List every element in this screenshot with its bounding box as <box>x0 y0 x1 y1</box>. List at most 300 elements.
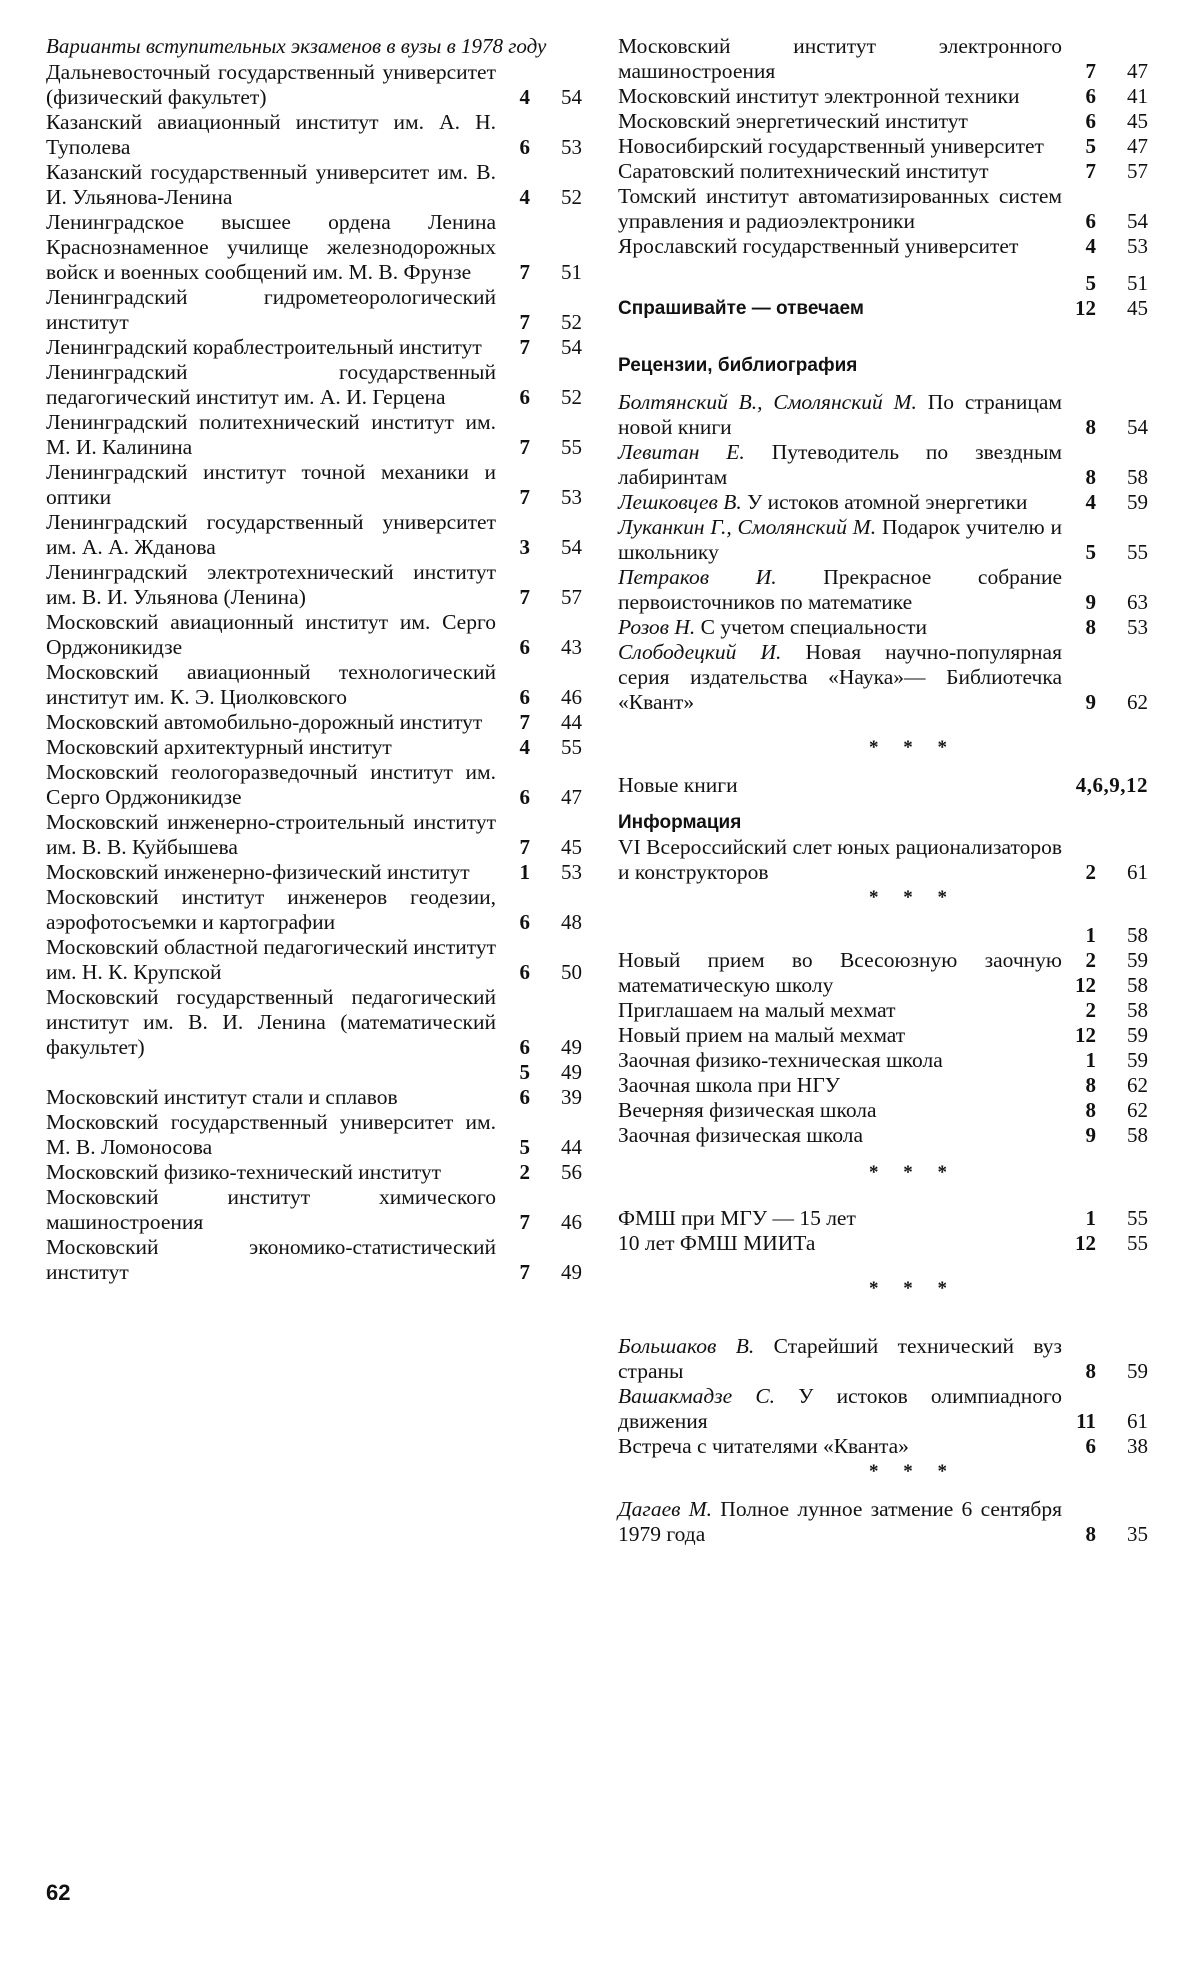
reference <box>1070 490 1148 515</box>
entry-text <box>46 410 504 460</box>
reference <box>504 735 582 760</box>
entry-title: Московский государственный педагогический институт им. В. И. Ленина (математический факультет) <box>46 985 496 1059</box>
new-books-label: Новые книги <box>618 773 738 797</box>
entry-refs <box>1070 84 1148 109</box>
issue-number: 1 <box>1085 923 1096 947</box>
entry-refs <box>504 435 582 460</box>
issue-number: 6 <box>519 385 530 409</box>
page-number-ref: 46 <box>561 685 582 709</box>
entry-text <box>46 885 504 935</box>
page-number-ref: 44 <box>561 710 582 734</box>
entry-text <box>46 985 504 1060</box>
entry-text <box>46 110 504 160</box>
page-number-ref: 58 <box>1127 923 1148 947</box>
index-entry <box>618 1497 1148 1547</box>
entry-text <box>618 1334 1070 1384</box>
index-entry <box>46 710 582 735</box>
issue-number: 6 <box>519 960 530 984</box>
entry-refs <box>1070 1098 1148 1123</box>
reference <box>1070 465 1148 490</box>
reference <box>1070 1206 1148 1231</box>
index-entry <box>46 985 582 1060</box>
entry-text <box>46 360 504 410</box>
page-number-ref: 38 <box>1127 1434 1148 1458</box>
entry-refs <box>1070 209 1148 234</box>
index-entry <box>618 1023 1148 1048</box>
entry-refs <box>504 385 582 410</box>
entry-refs <box>504 910 582 935</box>
page-number-ref: 58 <box>1127 998 1148 1022</box>
index-entry <box>618 109 1148 134</box>
page-number-ref: 44 <box>561 1135 582 1159</box>
page-number-ref: 51 <box>1127 271 1148 295</box>
entry-refs <box>504 710 582 735</box>
index-entry <box>618 640 1148 715</box>
index-entry <box>46 935 582 985</box>
entry-refs <box>504 185 582 210</box>
entry-text <box>618 640 1070 715</box>
issue-number: 8 <box>1085 1073 1096 1097</box>
entry-title: ФМШ при МГУ — 15 лет <box>618 1206 856 1230</box>
entry-title: По страницам новой книги <box>618 390 1063 439</box>
entry-text <box>618 1123 1070 1148</box>
entry-text <box>618 134 1070 159</box>
reference <box>504 335 582 360</box>
issue-number: 6 <box>1085 1434 1096 1458</box>
page-number-ref: 54 <box>1127 415 1148 439</box>
entry-title: Московский институт электронной техники <box>618 84 1020 108</box>
entry-text <box>46 1110 504 1160</box>
page-number-ref: 45 <box>561 835 582 859</box>
entry-title: Московский областной педагогический институт им. Н. К. Крупской <box>46 935 496 984</box>
left-column <box>46 34 582 1285</box>
issue-number: 7 <box>519 585 530 609</box>
page-number-ref: 50 <box>561 960 582 984</box>
page-number-ref: 53 <box>561 485 582 509</box>
index-entry <box>618 1231 1148 1256</box>
history-group <box>618 1334 1148 1459</box>
issue-number: 6 <box>519 685 530 709</box>
reference <box>1070 690 1148 715</box>
entry-text <box>618 565 1070 615</box>
right-vuz-list <box>618 34 1148 259</box>
index-entry <box>46 160 582 210</box>
page-number-ref: 45 <box>1127 296 1148 320</box>
info-heading: Информация <box>618 812 742 833</box>
entry-title: Новый прием на малый мехмат <box>618 1023 906 1047</box>
entry-text <box>618 1384 1070 1434</box>
entry-text <box>618 615 1070 640</box>
page-number: 62 <box>46 1880 71 1905</box>
issue-number: 5 <box>1085 540 1096 564</box>
page-number-ref: 59 <box>1127 490 1148 514</box>
issue-number: 5 <box>519 1060 530 1084</box>
entry-title: Новосибирский государственный университет <box>618 134 1044 158</box>
page-number-ref: 57 <box>561 585 582 609</box>
entry-text <box>46 460 504 510</box>
reference <box>1070 973 1148 998</box>
entry-text <box>618 390 1070 440</box>
index-entry <box>46 885 582 935</box>
entry-refs <box>504 1260 582 1285</box>
separator: * * * <box>869 887 957 908</box>
entry-refs <box>1070 234 1148 259</box>
index-entry <box>46 760 582 810</box>
page-number-ref: 45 <box>1127 109 1148 133</box>
issue-number: 7 <box>519 1260 530 1284</box>
entry-title: Прекрасное собрание первоисточников по математике <box>618 565 1062 614</box>
page-number-ref: 47 <box>1127 134 1148 158</box>
page-number-ref: 55 <box>561 435 582 459</box>
page-number-ref: 59 <box>1127 1048 1148 1072</box>
index-entry <box>618 515 1148 565</box>
reference <box>1070 415 1148 440</box>
entry-refs <box>504 585 582 610</box>
reference <box>504 185 582 210</box>
page-number-ref: 41 <box>1127 84 1148 108</box>
index-entry <box>618 565 1148 615</box>
entry-refs <box>504 1210 582 1235</box>
entry-text <box>618 1497 1070 1547</box>
index-entry <box>46 1060 582 1110</box>
entry-title: Московский авиационный технологический институт им. К. Э. Циолковского <box>46 660 496 709</box>
issue-number: 8 <box>1085 415 1096 439</box>
entry-text <box>46 860 504 885</box>
reference <box>1070 1073 1148 1098</box>
reference <box>504 1260 582 1285</box>
index-entry <box>618 34 1148 84</box>
issue-number: 6 <box>1085 209 1096 233</box>
entry-title: Ленинградский государственный университет им. А. А. Жданова <box>46 510 496 559</box>
entry-title: У истоков атомной энергетики <box>747 490 1028 514</box>
entry-text <box>46 660 504 710</box>
info-group-1 <box>618 835 1148 885</box>
reference <box>1070 615 1148 640</box>
issue-number: 7 <box>519 335 530 359</box>
issue-number: 6 <box>519 1085 530 1109</box>
entry-title: VI Всероссийский слет юных рационализаторов и конструкторов <box>618 835 1062 884</box>
page-number-ref: 62 <box>1127 1098 1148 1122</box>
index-entry <box>46 660 582 710</box>
page-number-ref: 49 <box>561 1060 582 1084</box>
index-entry <box>618 490 1148 515</box>
entry-title: Московский государственный университет им. М. В. Ломоносова <box>46 1110 496 1159</box>
entry-title: Московский автомобильно-дорожный институт <box>46 710 483 734</box>
entry-text <box>46 285 504 335</box>
page-number-ref: 54 <box>1127 209 1148 233</box>
issue-number: 12 <box>1075 1023 1096 1047</box>
entry-refs <box>1070 860 1148 885</box>
entry-title: Московский институт инженеров геодезии, аэрофотосъемки и картографии <box>46 885 496 934</box>
entry-title: Московский экономико-статистический институт <box>46 1235 496 1284</box>
reference <box>1070 540 1148 565</box>
index-entry <box>618 835 1148 885</box>
reference <box>1070 1522 1148 1547</box>
entry-title: Новый прием во Всесоюзную заочную математическую школу <box>618 948 1062 997</box>
index-entry <box>46 335 582 360</box>
index-entry <box>46 1235 582 1285</box>
entry-refs <box>1070 59 1148 84</box>
entry-text <box>46 560 504 610</box>
issue-number: 7 <box>519 1210 530 1234</box>
issue-number: 5 <box>1085 271 1096 295</box>
index-entry <box>618 1048 1148 1073</box>
index-entry <box>618 1434 1148 1459</box>
page-number-ref: 52 <box>561 310 582 334</box>
reference <box>1070 1048 1148 1073</box>
issue-number: 9 <box>1085 690 1096 714</box>
index-entry <box>46 1160 582 1185</box>
entry-text <box>46 735 504 760</box>
entry-title: Ленинградский институт точной механики и оптики <box>46 460 496 509</box>
reference <box>504 135 582 160</box>
entry-title: Заочная физико-техническая школа <box>618 1048 943 1072</box>
entry-title: Саратовский политехнический институт <box>618 159 989 183</box>
issue-number: 4 <box>519 735 530 759</box>
reference <box>504 1160 582 1185</box>
page-number-ref: 53 <box>561 860 582 884</box>
reference <box>504 1085 582 1110</box>
entry-title: Встреча с читателями «Кванта» <box>618 1434 909 1458</box>
index-entry <box>46 210 582 285</box>
issue-number: 7 <box>519 835 530 859</box>
reference <box>1070 1023 1148 1048</box>
index-entry <box>46 110 582 160</box>
issue-number: 3 <box>519 535 530 559</box>
entry-author: Болтянский В., Смолянский М. <box>618 390 917 414</box>
entry-refs <box>1070 923 1148 998</box>
reference <box>504 960 582 985</box>
page-number-ref: 52 <box>561 385 582 409</box>
issue-number: 5 <box>1085 134 1096 158</box>
reference <box>504 385 582 410</box>
page-number-ref: 58 <box>1127 973 1148 997</box>
index-entry <box>618 159 1148 184</box>
entry-refs <box>1070 1048 1148 1073</box>
index-entry <box>618 1123 1148 1148</box>
last-group <box>618 1497 1148 1547</box>
entry-text <box>46 60 504 110</box>
issue-number: 8 <box>1085 465 1096 489</box>
index-entry <box>618 184 1148 234</box>
reference <box>504 1035 582 1060</box>
qa-heading: Спрашивайте — отвечаем <box>618 298 864 319</box>
entry-text <box>618 1073 1070 1098</box>
index-entry <box>46 810 582 860</box>
reference <box>1070 860 1148 885</box>
entry-refs <box>1070 1023 1148 1048</box>
index-entry <box>618 84 1148 109</box>
entry-author: Вашакмадзе С. <box>618 1384 776 1408</box>
reference <box>1070 209 1148 234</box>
issue-number: 1 <box>1085 1048 1096 1072</box>
new-books-entry <box>618 773 1148 798</box>
issue-number: 7 <box>519 260 530 284</box>
index-entry <box>46 1110 582 1160</box>
issue-number: 6 <box>519 1035 530 1059</box>
entry-refs <box>504 685 582 710</box>
entry-refs <box>504 310 582 335</box>
separator: * * * <box>869 1162 957 1183</box>
reference <box>504 85 582 110</box>
entry-refs <box>1070 1206 1148 1231</box>
page-number-ref: 55 <box>561 735 582 759</box>
page-number-ref: 61 <box>1127 860 1148 884</box>
separator: * * * <box>869 1461 957 1482</box>
entry-text <box>46 335 504 360</box>
entry-text <box>46 160 504 210</box>
entry-title: Казанский государственный университет им. В. И. Ульянова-Ленина <box>46 160 496 209</box>
issue-number: 4 <box>1085 234 1096 258</box>
separator: * * * <box>869 737 957 758</box>
entry-title: Новая научно-популярная серия издательства «Наука»— Библиотечка «Квант» <box>618 640 1062 714</box>
entry-text <box>618 34 1070 84</box>
entry-title: Ленинградское высшее ордена Ленина Краснознаменное училище железнодорожных войск и военных сообщений им. М. В. Фрунзе <box>46 210 496 284</box>
page-number-ref: 53 <box>561 135 582 159</box>
reference <box>504 785 582 810</box>
entry-text <box>618 84 1070 109</box>
entry-title: Приглашаем на малый мехмат <box>618 998 896 1022</box>
entry-text <box>618 1048 1070 1073</box>
entry-author: Дагаев М. <box>618 1497 713 1521</box>
entry-refs <box>1070 998 1148 1023</box>
reference <box>504 260 582 285</box>
index-entry <box>618 440 1148 490</box>
page-number-ref: 49 <box>561 1260 582 1284</box>
entry-title: Подарок учителю и школьнику <box>618 515 1063 564</box>
entry-text <box>46 935 504 985</box>
reference <box>1070 590 1148 615</box>
reference <box>504 685 582 710</box>
info-group-2 <box>618 923 1148 1148</box>
entry-author: Левитан Е. <box>618 440 745 464</box>
entry-text <box>618 1098 1070 1123</box>
entry-title: Московский физико-технический институт <box>46 1160 442 1184</box>
index-entry <box>618 1098 1148 1123</box>
issue-number: 7 <box>1085 159 1096 183</box>
entry-refs <box>504 860 582 885</box>
page-number-ref: 55 <box>1127 1206 1148 1230</box>
issue-number: 4 <box>519 85 530 109</box>
index-entry <box>46 610 582 660</box>
index-entry <box>46 360 582 410</box>
reference <box>1070 271 1148 296</box>
reference <box>1070 59 1148 84</box>
entry-refs <box>1070 1359 1148 1384</box>
index-entry <box>618 923 1148 998</box>
page-number-ref: 59 <box>1127 1359 1148 1383</box>
entry-title: Московский архитектурный институт <box>46 735 392 759</box>
issue-number: 6 <box>1085 84 1096 108</box>
entry-text <box>618 490 1070 515</box>
index-entry <box>618 234 1148 259</box>
entry-text <box>618 440 1070 490</box>
entry-refs <box>504 785 582 810</box>
entry-refs <box>1070 615 1148 640</box>
index-entry <box>46 735 582 760</box>
entry-title: Ленинградский гидрометеорологический институт <box>46 285 496 334</box>
issue-number: 8 <box>1085 1098 1096 1122</box>
entry-text <box>618 109 1070 134</box>
page-number-ref: 62 <box>1127 1073 1148 1097</box>
entry-author: Слободецкий И. <box>618 640 782 664</box>
entry-author: Луканкин Г., Смолянский М. <box>618 515 877 539</box>
issue-number: 6 <box>519 910 530 934</box>
entry-author: Петраков И. <box>618 565 777 589</box>
reference <box>504 310 582 335</box>
entry-refs <box>504 960 582 985</box>
page-number-ref: 55 <box>1127 540 1148 564</box>
entry-refs <box>504 535 582 560</box>
entry-refs <box>1070 690 1148 715</box>
entry-title: Томский институт автоматизированных систем управления и радиоэлектроники <box>618 184 1062 233</box>
entry-text <box>46 810 504 860</box>
reference <box>1070 234 1148 259</box>
entry-refs <box>1070 1123 1148 1148</box>
page-number-ref: 53 <box>1127 615 1148 639</box>
entry-title: Ленинградский электротехнический институт им. В. И. Ульянова (Ленина) <box>46 560 496 609</box>
entry-title: Ярославский государственный университет <box>618 234 1019 258</box>
reference <box>504 635 582 660</box>
issue-number: 12 <box>1075 296 1096 320</box>
index-entry <box>618 1384 1148 1434</box>
reference <box>1070 1359 1148 1384</box>
entry-author: Розов Н. <box>618 615 696 639</box>
entry-refs <box>1070 1231 1148 1256</box>
entry-title: Заочная физическая школа <box>618 1123 864 1147</box>
index-entry <box>46 460 582 510</box>
entry-author: Большаков В. <box>618 1334 755 1358</box>
entry-text <box>618 998 1070 1023</box>
entry-refs <box>1070 415 1148 440</box>
issue-number: 4 <box>519 185 530 209</box>
entry-title: Московский авиационный институт им. Серго Орджоникидзе <box>46 610 496 659</box>
entry-refs <box>1070 465 1148 490</box>
reviews-heading: Рецензии, библиография <box>618 355 858 376</box>
reference <box>504 435 582 460</box>
fms-group <box>618 1206 1148 1256</box>
index-entry <box>618 390 1148 440</box>
reference <box>504 835 582 860</box>
reference <box>1070 84 1148 109</box>
page-number-ref: 48 <box>561 910 582 934</box>
entry-title: Старейший технический вуз страны <box>618 1334 1062 1383</box>
entry-title: Московский инженерно-физический институт <box>46 860 470 884</box>
issue-number: 9 <box>1085 1123 1096 1147</box>
entry-text <box>46 1235 504 1285</box>
index-entry <box>46 510 582 560</box>
issue-number: 2 <box>1085 998 1096 1022</box>
entry-refs <box>1070 590 1148 615</box>
reference <box>1070 159 1148 184</box>
page-number-ref: 62 <box>1127 690 1148 714</box>
issue-number: 6 <box>1085 109 1096 133</box>
index-entry <box>46 560 582 610</box>
issue-number: 11 <box>1076 1409 1096 1433</box>
page-number-ref: 53 <box>1127 234 1148 258</box>
reference <box>1070 1123 1148 1148</box>
entry-refs <box>1070 109 1148 134</box>
reference <box>504 860 582 885</box>
index-entry <box>46 1185 582 1235</box>
entry-text <box>618 159 1070 184</box>
reference <box>1070 1231 1148 1256</box>
index-entry <box>46 285 582 335</box>
page-number-ref: 46 <box>561 1210 582 1234</box>
entry-text <box>618 184 1070 234</box>
entry-text <box>46 1085 504 1110</box>
page-number-ref: 59 <box>1127 948 1148 972</box>
